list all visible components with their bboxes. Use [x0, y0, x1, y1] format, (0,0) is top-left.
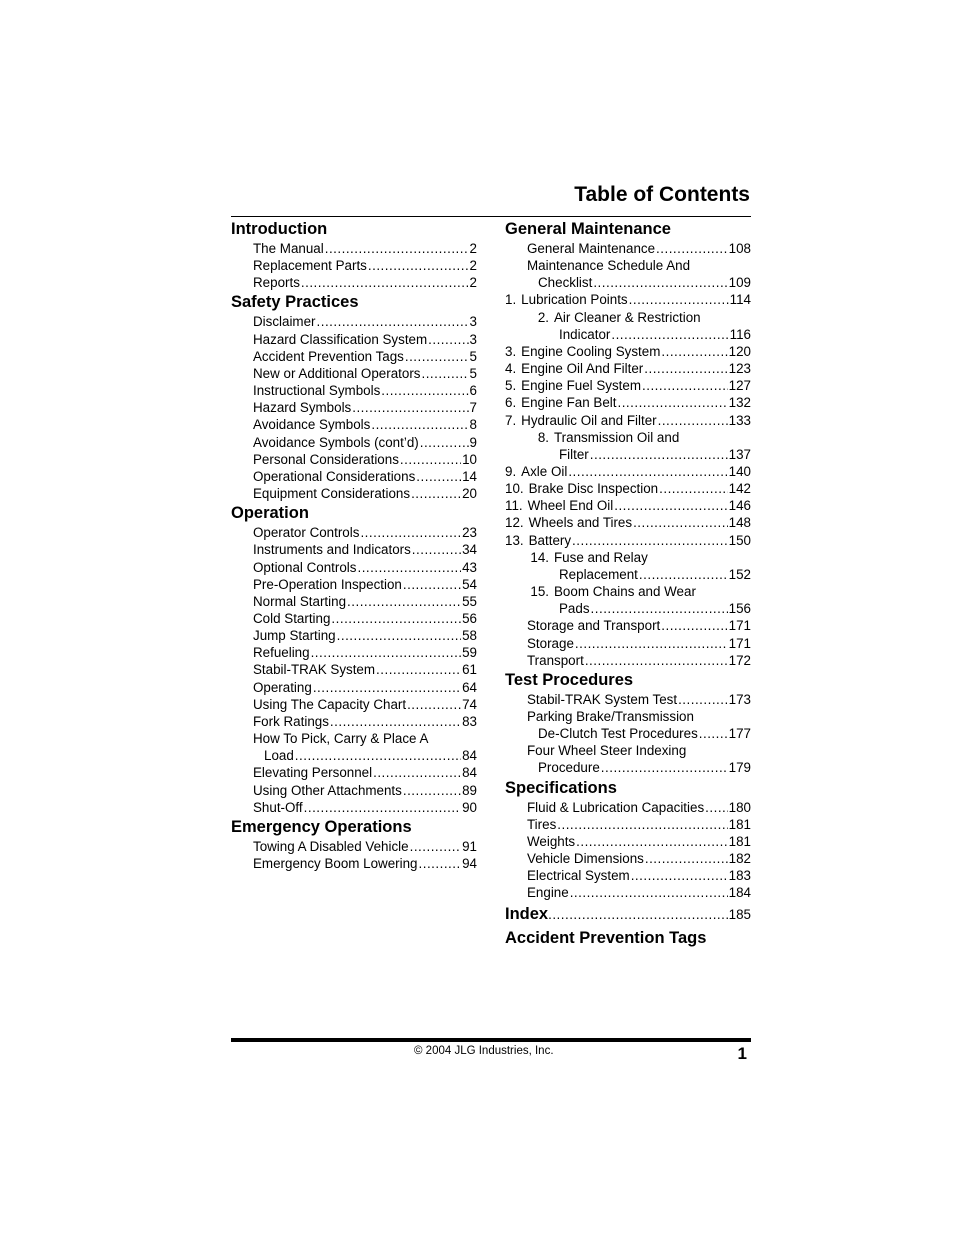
- toc-entry[interactable]: Checklist ..... 109: [505, 274, 751, 291]
- toc-numbered-entry[interactable]: 5. Engine Fuel System ..... 127: [505, 377, 751, 394]
- section-heading-general-maintenance[interactable]: General Maintenance: [505, 220, 671, 238]
- toc-numbered-entry[interactable]: 4. Engine Oil And Filter ..... 123: [505, 360, 751, 377]
- page-number: 1: [737, 1044, 747, 1063]
- toc-entry[interactable]: Normal Starting ..... 55: [231, 593, 477, 610]
- toc-entry[interactable]: Vehicle Dimensions ..... 182: [505, 850, 751, 867]
- toc-numbered-entry[interactable]: 13. Battery ..... 150: [505, 532, 751, 549]
- toc-numbered-entry-first-line[interactable]: 14. Fuse and Relay: [530, 549, 648, 565]
- toc-entry[interactable]: Emergency Boom Lowering ..... 94: [231, 855, 477, 872]
- toc-entry[interactable]: Optional Controls ..... 43: [231, 559, 477, 576]
- toc-numbered-entry[interactable]: 11. Wheel End Oil ..... 146: [505, 497, 751, 514]
- toc-entry[interactable]: Storage and Transport ..... 171: [505, 617, 751, 634]
- toc-entry[interactable]: Hazard Symbols ..... 7: [231, 399, 477, 416]
- toc-entry[interactable]: Disclaimer ..... 3: [231, 313, 477, 330]
- toc-entry[interactable]: Storage ..... 171: [505, 635, 751, 652]
- index-entry[interactable]: Index ..... 185: [505, 905, 751, 927]
- toc-entry[interactable]: Jump Starting ..... 58: [231, 627, 477, 644]
- toc-numbered-entry[interactable]: Pads ..... 156: [505, 600, 751, 617]
- toc-entry[interactable]: Stabil-TRAK System ..... 61: [231, 661, 477, 678]
- toc-entry[interactable]: Operating ..... 64: [231, 679, 477, 696]
- toc-entry[interactable]: Operator Controls ..... 23: [231, 524, 477, 541]
- toc-numbered-entry-first-line[interactable]: 2. Air Cleaner & Restriction: [537, 309, 701, 325]
- toc-entry[interactable]: Hazard Classification System ..... 3: [231, 331, 477, 348]
- toc-numbered-entry[interactable]: Indicator ..... 116: [505, 326, 751, 343]
- toc-entry[interactable]: Using The Capacity Chart ..... 74: [231, 696, 477, 713]
- section-heading-emergency-operations[interactable]: Emergency Operations: [231, 817, 412, 836]
- toc-numbered-entry[interactable]: 1. Lubrication Points ..... 114: [505, 291, 751, 308]
- toc-entry[interactable]: Refueling ..... 59: [231, 644, 477, 661]
- toc-entry[interactable]: New or Additional Operators ..... 5: [231, 365, 477, 382]
- toc-entry[interactable]: Towing A Disabled Vehicle ..... 91: [231, 838, 477, 855]
- toc-entry[interactable]: Fork Ratings ..... 83: [231, 713, 477, 730]
- copyright-notice: © 2004 JLG Industries, Inc.: [414, 1045, 554, 1057]
- section-heading-specifications[interactable]: Specifications: [505, 778, 617, 797]
- toc-numbered-entry-first-line[interactable]: 15. Boom Chains and Wear: [530, 584, 696, 600]
- toc-right-column: [505, 218, 751, 949]
- toc-entry[interactable]: Transport ..... 172: [505, 652, 751, 669]
- toc-entry[interactable]: Personal Considerations ..... 10: [231, 451, 477, 468]
- toc-entry[interactable]: Weights ..... 181: [505, 833, 751, 850]
- section-heading-introduction[interactable]: Introduction: [231, 220, 328, 238]
- toc-entry[interactable]: Cold Starting ..... 56: [231, 610, 477, 627]
- toc-left-column: [231, 218, 477, 872]
- toc-entry[interactable]: Stabil-TRAK System Test ..... 173: [505, 691, 751, 708]
- page-title: Table of Contents: [574, 183, 750, 206]
- section-heading-test-procedures[interactable]: Test Procedures: [505, 670, 634, 689]
- toc-entry[interactable]: Engine ..... 184: [505, 884, 751, 901]
- toc-entry[interactable]: Equipment Considerations ..... 20: [231, 485, 477, 502]
- toc-numbered-entry[interactable]: Filter ..... 137: [505, 446, 751, 463]
- section-heading-safety-practices[interactable]: Safety Practices: [231, 293, 359, 312]
- toc-numbered-entry[interactable]: Replacement ..... 152: [505, 566, 751, 583]
- toc-numbered-entry-first-line[interactable]: 8. Transmission Oil and: [537, 429, 680, 445]
- toc-entry[interactable]: Procedure ..... 179: [505, 759, 751, 776]
- toc-entry[interactable]: Elevating Personnel ..... 84: [231, 764, 477, 781]
- toc-numbered-entry[interactable]: 6. Engine Fan Belt ..... 132: [505, 394, 751, 411]
- toc-numbered-entry[interactable]: 3. Engine Cooling System ..... 120: [505, 343, 751, 360]
- toc-entry[interactable]: Instructional Symbols ..... 6: [231, 382, 477, 399]
- toc-entry-first-line[interactable]: How To Pick, Carry & Place A: [253, 731, 429, 747]
- section-heading-accident-prevention-tags[interactable]: Accident Prevention Tags: [505, 928, 707, 947]
- toc-numbered-entry[interactable]: 10. Brake Disc Inspection ..... 142: [505, 480, 751, 497]
- toc-entry[interactable]: Replacement Parts ..... 2: [231, 257, 477, 274]
- toc-entry[interactable]: Avoidance Symbols ..... 8: [231, 416, 477, 433]
- toc-entry[interactable]: Instruments and Indicators ..... 34: [231, 541, 477, 558]
- toc-entry[interactable]: Pre-Operation Inspection ..... 54: [231, 576, 477, 593]
- toc-entry[interactable]: De-Clutch Test Procedures ..... 177: [505, 725, 751, 742]
- toc-numbered-entry[interactable]: 7. Hydraulic Oil and Filter ..... 133: [505, 412, 751, 429]
- toc-numbered-entry[interactable]: 9. Axle Oil ..... 140: [505, 463, 751, 480]
- toc-entry[interactable]: Fluid & Lubrication Capacities ..... 180: [505, 799, 751, 816]
- toc-entry[interactable]: Using Other Attachments ..... 89: [231, 782, 477, 799]
- toc-entry[interactable]: Avoidance Symbols (cont’d) ..... 9: [231, 434, 477, 451]
- toc-entry[interactable]: Shut-Off ..... 90: [231, 799, 477, 816]
- toc-entry-first-line[interactable]: Parking Brake/Transmission: [527, 708, 694, 724]
- top-divider: [231, 216, 751, 217]
- toc-entry-first-line[interactable]: Maintenance Schedule And: [527, 258, 691, 274]
- section-heading-operation[interactable]: Operation: [231, 504, 309, 523]
- toc-entry-first-line[interactable]: Four Wheel Steer Indexing: [527, 743, 687, 759]
- toc-entry[interactable]: Accident Prevention Tags ..... 5: [231, 348, 477, 365]
- toc-entry[interactable]: Reports ..... 2: [231, 274, 477, 291]
- toc-numbered-entry[interactable]: 12. Wheels and Tires ..... 148: [505, 514, 751, 531]
- toc-entry[interactable]: Load ..... 84: [231, 747, 477, 764]
- footer-divider: [231, 1038, 751, 1042]
- toc-entry[interactable]: The Manual ..... 2: [231, 240, 477, 257]
- toc-entry[interactable]: General Maintenance ..... 108: [505, 240, 751, 257]
- toc-entry[interactable]: Operational Considerations ..... 14: [231, 468, 477, 485]
- toc-entry[interactable]: Electrical System ..... 183: [505, 867, 751, 884]
- toc-entry[interactable]: Tires ..... 181: [505, 816, 751, 833]
